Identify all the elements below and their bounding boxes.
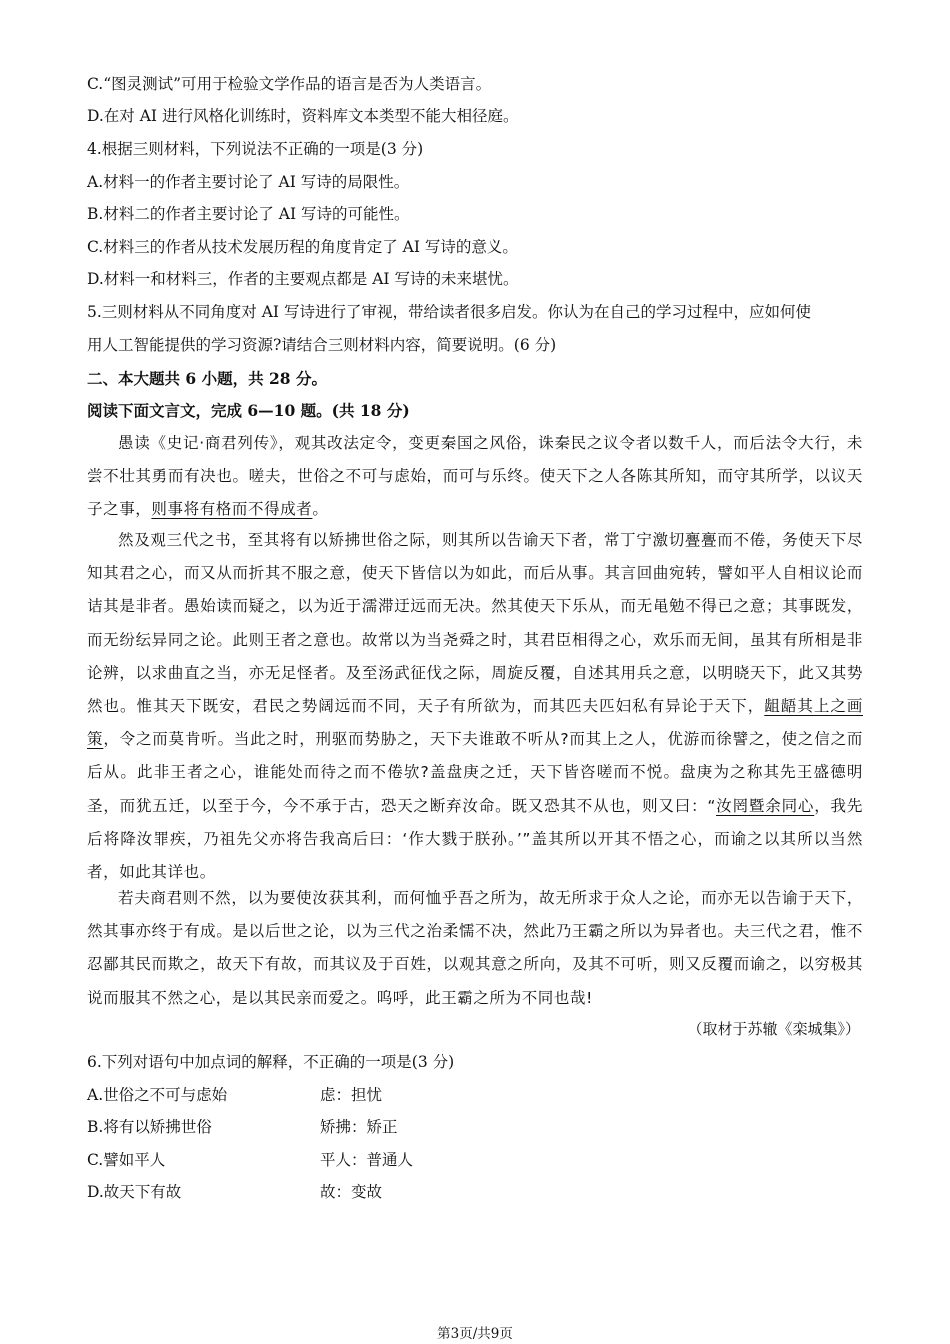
passage-p2-part3: ，我先后将降汝罪疾，乃祖先父亦将告我高后曰：‘作大戮于朕孙。’”盖其所以开其不悟之心，而谕之以其所以当然者，如此其详也。 [87, 796, 863, 882]
passage-p1-end: 。 [312, 500, 329, 519]
question-5-stem-line1: 5.三则材料从不同角度对 AI 写诗进行了审视，带给读者很多启发。你认为在自己的学习过程中，应如何使 [87, 303, 811, 321]
option-c-q3: C.“图灵测试”可用于检验文学作品的语言是否为人类语言。 [87, 75, 492, 93]
option-d-q3: D.在对 AI 进行风格化训练时，资料库文本类型不能大相径庭。 [87, 107, 519, 125]
q6-option-d-sentence: D.故天下有故 [87, 1183, 182, 1201]
q6-option-a-gloss: 虑：担忧 [320, 1086, 383, 1104]
page-number: 第3页/共9页 [437, 1326, 513, 1342]
q6-option-c-sentence: C.譬如平人 [87, 1151, 166, 1169]
option-c-q4: C.材料三的作者从技术发展历程的角度肯定了 AI 写诗的意义。 [87, 238, 518, 256]
q6-option-c-gloss: 平人：普通人 [320, 1151, 414, 1169]
option-b-q4: B.材料二的作者主要讨论了 AI 写诗的可能性。 [87, 205, 410, 223]
reading-instruction: 阅读下面文言文，完成 6—10 题。(共 18 分) [87, 401, 410, 420]
q6-option-b-gloss: 矫拂：矫正 [320, 1118, 398, 1136]
passage-p2-part1: 然及观三代之书，至其将有以矫拂世俗之际，则其所以告谕天下者，常丁宁激切亹亹而不倦，务使天下尽知其君之心，而又从而折其不服之意，使天下皆信以为如此，而后从事。其言回曲宛转，譬如平人自相议论而诘其是非者。愚始读而疑之，以为近于濡滞迂远而无决。然其使天下乐从，而无黾勉不得已之意；其事既发，而无纷纭异同之论。此则王者之意也。故常以为当尧舜之时，其君臣相得之心，欢乐而无间，虽其有所相是非论辨，以求曲直之当，亦无足怪者。及至汤武征伐之际，周旋反覆，自述其用兵之意，以明晓天下，此又其势然也。惟其天下既安，君民之势阔远而不同，天子有所欲为，而其匹夫匹妇私有异论于天下， [87, 531, 863, 716]
passage-paragraph-3: 若夫商君则不然，以为要使汝获其利，而何恤乎吾之所为，故无所求于众人之论，而亦无以告谕于天下，然其事亦终于有成。是以后世之论，以为三代之治柔懦不决，然此乃王霸之所以为异者也。夫三代之君，惟不忍鄙其民而欺之，故天下有故，而其议及于百姓，以观其意之所向，及其不可听，则又反覆而谕之，以穷极其说而服其不然之心，是以其民亲而爱之。呜呼，此王霸之所为不同也哉! [87, 889, 863, 1007]
passage-p1-text: 愚读《史记·商君列传》，观其改法定令，变更秦国之风俗，诛秦民之议令者以数千人，而后法令大行，未尝不壮其勇而有决也。嗟夫，世俗之不可与虑始，而可与乐终。使天下之人各陈其所知，而守其所学，以议天子之事， [87, 434, 863, 519]
question-4-stem: 4.根据三则材料，下列说法不正确的一项是(3 分) [87, 140, 424, 158]
question-6-stem: 6.下列对语句中加点词的解释，不正确的一项是(3 分) [87, 1053, 455, 1071]
q6-option-b-sentence: B.将有以矫拂世俗 [87, 1118, 212, 1136]
source-note: （取材于苏辙《栾城集》） [687, 1020, 860, 1038]
passage-paragraph-1 [87, 427, 863, 527]
question-5-stem-line2: 用人工智能提供的学习资源?请结合三则材料内容，简要说明。(6 分) [87, 336, 557, 354]
option-d-q4: D.材料一和材料三，作者的主要观点都是 AI 写诗的未来堪忧。 [87, 270, 519, 288]
passage-paragraph-2 [87, 524, 863, 889]
passage-p2-part2: ，令之而莫肯听。当此之时，刑驱而势胁之，天下夫谁敢不听从?而其上之人，优游而徐譬之，使之信之而后从。此非王者之心，谁能处而待之而不倦欤?盖盘庚之迁，天下皆咨嗟而不悦。盘庚为之称其先王盛德明圣，而犹五迁，以至于今，今不承于古，恐天之断弃汝命。既又恐其不从也，则又曰：“ [87, 730, 863, 815]
q6-option-a-sentence: A.世俗之不可与虑始 [87, 1086, 228, 1104]
underlined-sentence-3: 汝罔暨余同心 [716, 796, 815, 815]
section-heading: 二、本大题共 6 小题，共 28 分。 [87, 369, 327, 388]
option-a-q4: A.材料一的作者主要讨论了 AI 写诗的局限性。 [87, 173, 410, 191]
underlined-sentence-1: 则事将有格而不得成者 [151, 500, 313, 519]
underlined-sentence-2: 龃龉其上之画策 [87, 697, 863, 749]
q6-option-d-gloss: 故：变故 [320, 1183, 383, 1201]
